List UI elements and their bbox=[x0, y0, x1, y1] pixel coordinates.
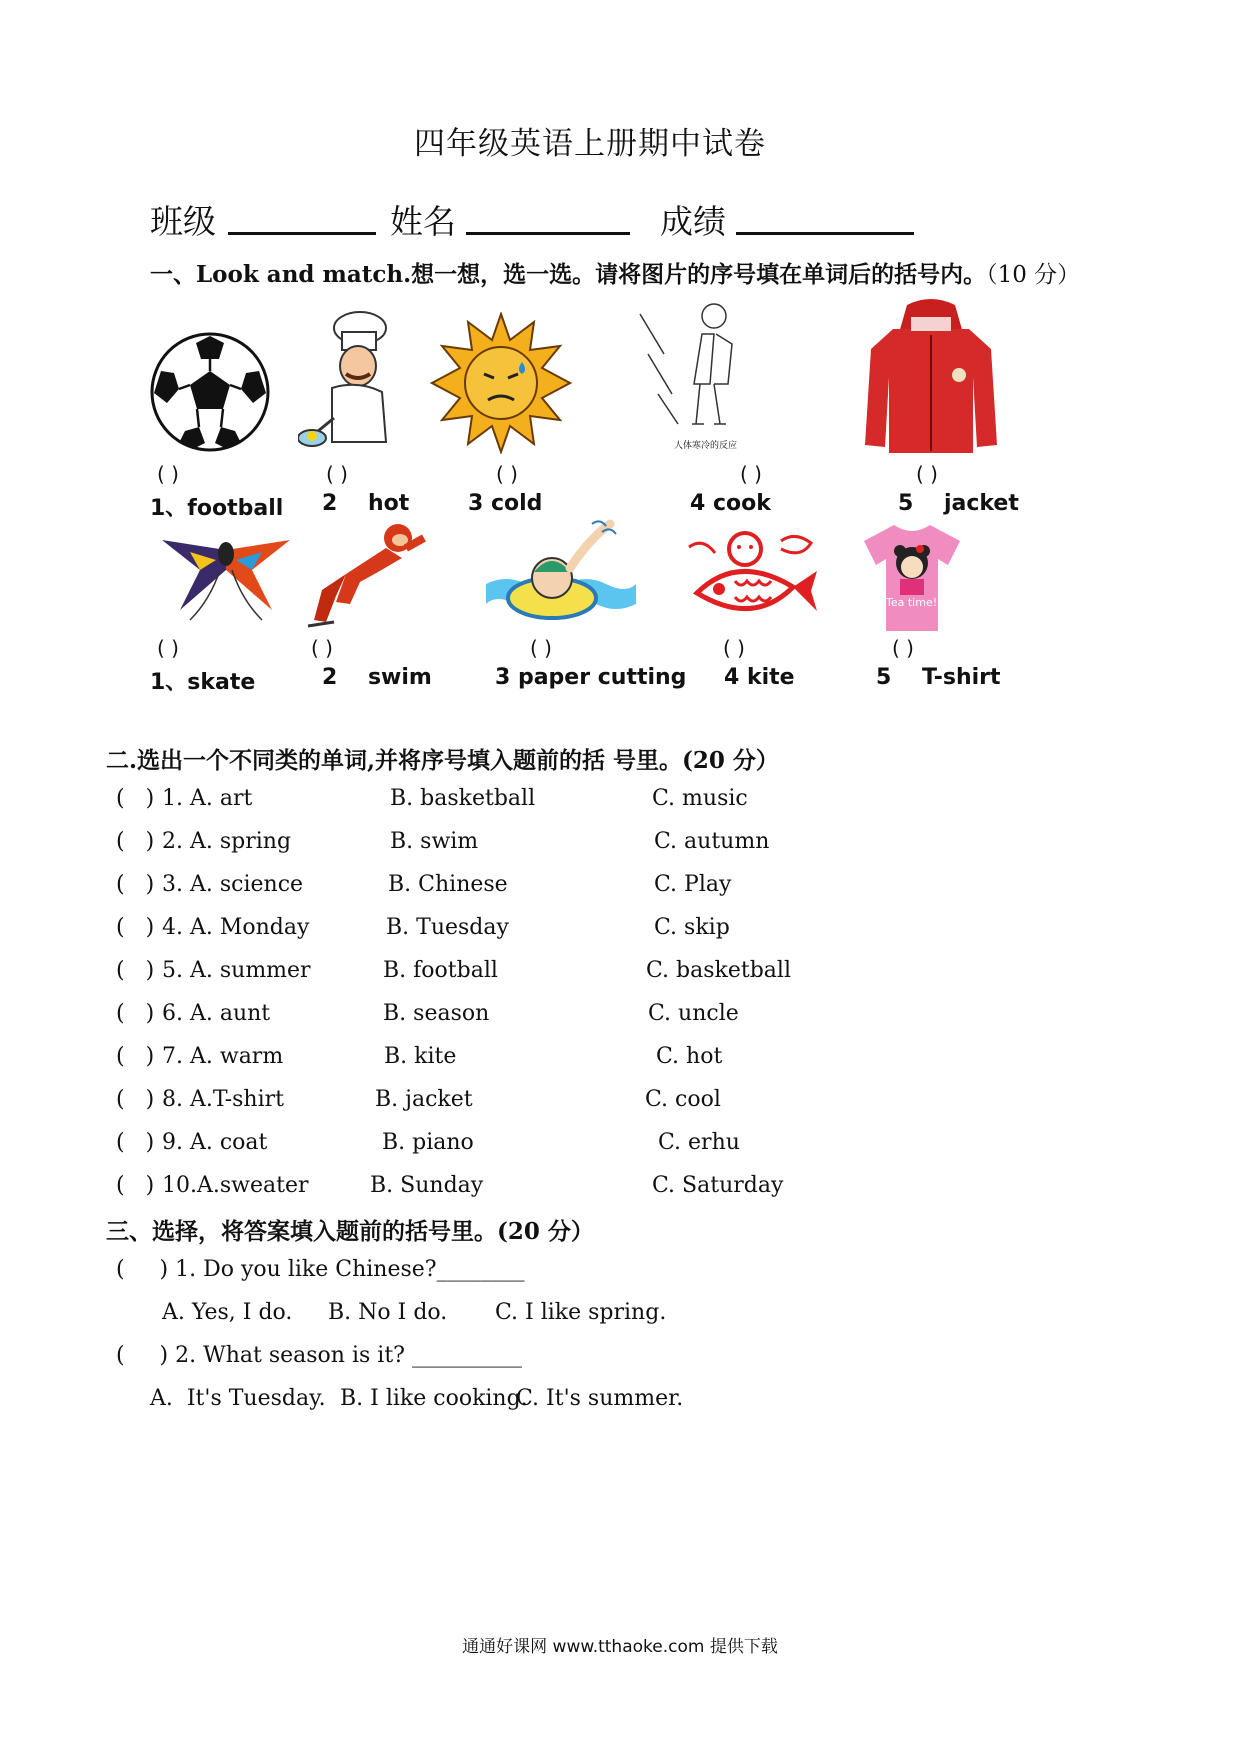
chef-picture bbox=[298, 308, 394, 454]
option-c: C. cool bbox=[645, 1087, 721, 1112]
match-word: 4 cook bbox=[690, 491, 771, 516]
answer-paren-3[interactable]: ( ) bbox=[496, 462, 518, 486]
answer-paren[interactable]: ( ) bbox=[116, 1001, 155, 1026]
option-a: 2. A. spring bbox=[162, 829, 292, 854]
name-label: 姓名 bbox=[390, 202, 456, 241]
q1-option-b: B. No I do. bbox=[328, 1300, 448, 1325]
option-a: 10.A.sweater bbox=[162, 1173, 309, 1198]
option-a: 3. A. science bbox=[162, 872, 304, 897]
option-b: B. Tuesday bbox=[386, 915, 509, 940]
section1-heading-text: 一、Look and match.想一想，选一选。请将图片的序号填在单词后的括号内。 bbox=[150, 261, 987, 288]
section2-heading bbox=[106, 742, 779, 775]
match-word: 4 kite bbox=[724, 665, 795, 690]
match-word: 1、skate bbox=[150, 670, 256, 695]
answer-paren-8[interactable]: ( ) bbox=[530, 636, 552, 660]
option-b: B. jacket bbox=[375, 1087, 473, 1112]
answer-paren[interactable]: ( ) bbox=[116, 872, 155, 897]
match-word: 2 hot bbox=[322, 491, 410, 516]
option-b: B. kite bbox=[384, 1044, 457, 1069]
swimmer-picture bbox=[482, 514, 638, 634]
q2-option-c: C. It's summer. bbox=[516, 1386, 684, 1411]
answer-paren-4[interactable]: ( ) bbox=[740, 462, 762, 486]
option-b: B. swim bbox=[390, 829, 479, 854]
option-a: 8. A.T-shirt bbox=[162, 1087, 284, 1112]
answer-paren-6[interactable]: ( ) bbox=[157, 636, 179, 660]
q2-option-a: A. It's Tuesday. bbox=[150, 1386, 326, 1411]
answer-paren[interactable]: ( ) bbox=[116, 829, 155, 854]
q1-option-c: C. I like spring. bbox=[495, 1300, 667, 1325]
cold-caption: 人体寒冷的反应 bbox=[674, 441, 738, 451]
answer-paren[interactable]: ( ) bbox=[116, 958, 155, 983]
option-c: C. Play bbox=[654, 872, 732, 897]
skater-picture bbox=[306, 518, 428, 630]
section3-heading-text: 三、选择，将答案填入题前的括号里。 bbox=[106, 1218, 497, 1245]
section1-points: （10 分） bbox=[986, 262, 1081, 288]
name-blank[interactable] bbox=[466, 196, 630, 235]
match-word: 3 paper cutting bbox=[495, 665, 687, 690]
answer-paren[interactable]: ( ) bbox=[116, 915, 155, 940]
option-a: 6. A. aunt bbox=[162, 1001, 271, 1026]
tshirt-text: Tea time! bbox=[886, 596, 938, 609]
option-b: B. piano bbox=[382, 1130, 474, 1155]
answer-paren[interactable]: ( ) bbox=[116, 1130, 155, 1155]
answer-paren[interactable]: ( ) bbox=[116, 1087, 155, 1112]
option-a: 9. A. coat bbox=[162, 1130, 268, 1155]
option-c: C. erhu bbox=[658, 1130, 740, 1155]
q1-option-a: A. Yes, I do. bbox=[162, 1300, 293, 1325]
answer-paren-7[interactable]: ( ) bbox=[311, 636, 333, 660]
option-b: B. season bbox=[383, 1001, 490, 1026]
jacket-picture bbox=[862, 298, 1000, 454]
option-b: B. Sunday bbox=[370, 1173, 484, 1198]
cold-man-picture bbox=[630, 294, 762, 454]
section2-points: (20 分） bbox=[682, 747, 779, 774]
section3-points: (20 分） bbox=[497, 1218, 594, 1245]
answer-paren-10[interactable]: ( ) bbox=[892, 636, 914, 660]
option-a: 4. A. Monday bbox=[162, 915, 310, 940]
section2-heading-text: 二.选出一个不同类的单词,并将序号填入题前的括 号里。 bbox=[106, 747, 683, 774]
option-c: C. Saturday bbox=[652, 1173, 784, 1198]
answer-paren-1[interactable]: ( ) bbox=[157, 462, 179, 486]
match-word: 5 jacket bbox=[898, 491, 1019, 516]
footer-credit: 通通好课网 www.tthaoke.com 提供下载 bbox=[462, 1637, 778, 1657]
score-label: 成绩 bbox=[660, 202, 726, 241]
sun-picture bbox=[430, 312, 572, 454]
tshirt-picture bbox=[860, 520, 964, 634]
option-a: 5. A. summer bbox=[162, 958, 311, 983]
option-b: B. football bbox=[383, 958, 498, 983]
match-word: 3 cold bbox=[468, 491, 543, 516]
answer-paren-2[interactable]: ( ) bbox=[326, 462, 348, 486]
option-a: 1. A. art bbox=[162, 786, 253, 811]
answer-paren-9[interactable]: ( ) bbox=[723, 636, 745, 660]
class-label: 班级 bbox=[150, 202, 216, 241]
football-picture bbox=[148, 330, 272, 454]
section3-heading bbox=[106, 1213, 594, 1246]
match-word: 2 swim bbox=[322, 665, 432, 690]
page-title: 四年级英语上册期中试卷 bbox=[414, 126, 766, 162]
option-c: C. music bbox=[652, 786, 748, 811]
question-2[interactable]: ( ) 2. What season is it? __________ bbox=[116, 1343, 522, 1368]
option-b: B. basketball bbox=[390, 786, 536, 811]
option-c: C. hot bbox=[656, 1044, 723, 1069]
option-c: C. skip bbox=[654, 915, 730, 940]
answer-paren-5[interactable]: ( ) bbox=[916, 462, 938, 486]
option-c: C. uncle bbox=[648, 1001, 739, 1026]
option-c: C. basketball bbox=[646, 958, 791, 983]
paper-cutting-picture bbox=[684, 526, 822, 630]
q2-option-b: B. I like cooking. bbox=[340, 1386, 528, 1411]
option-a: 7. A. warm bbox=[162, 1044, 284, 1069]
question-1[interactable]: ( ) 1. Do you like Chinese?________ bbox=[116, 1257, 525, 1282]
section1-heading bbox=[150, 256, 1080, 289]
option-c: C. autumn bbox=[654, 829, 770, 854]
kite-picture bbox=[160, 530, 292, 626]
answer-paren[interactable]: ( ) bbox=[116, 786, 155, 811]
class-blank[interactable] bbox=[228, 196, 376, 235]
answer-paren[interactable]: ( ) bbox=[116, 1044, 155, 1069]
match-word: 1、football bbox=[150, 496, 284, 521]
score-blank[interactable] bbox=[736, 196, 914, 235]
option-b: B. Chinese bbox=[388, 872, 508, 897]
match-word: 5 T-shirt bbox=[876, 665, 1001, 690]
answer-paren[interactable]: ( ) bbox=[116, 1173, 155, 1198]
